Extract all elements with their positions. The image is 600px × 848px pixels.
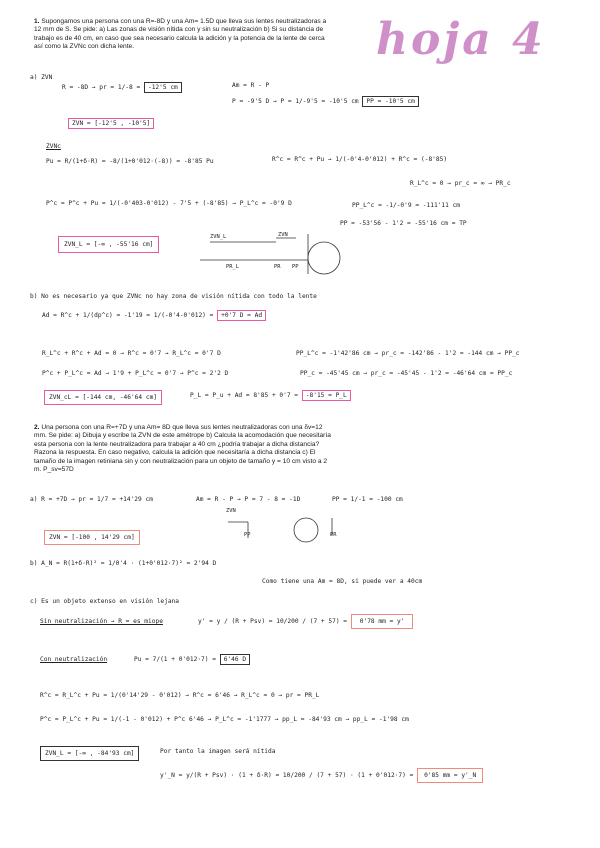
eye-circle	[308, 242, 340, 274]
equation-text: Pu = 7/(1 + 0'012·7) =	[134, 656, 216, 663]
diagram-label: PR	[274, 264, 281, 270]
eye-diagram	[222, 508, 362, 548]
equation: R_L^c = 0 → pr_c = ∞ → PR_c	[410, 180, 511, 187]
problem-2-statement	[34, 424, 332, 474]
diagram-label: PP	[292, 264, 299, 270]
equation-text: R = -8D → pr = 1/-8 =	[62, 84, 141, 91]
result-box: 0'78 mm = y'	[351, 614, 414, 629]
equation: PP_c = -45'45 cm → pr_c = -45'45 - 1'2 = -46'64 cm = PP_c	[300, 370, 513, 377]
equation: PP = -53'56 - 1'2 = -55'16 cm = TP	[340, 220, 467, 227]
equation: PP = 1/-1 = -100 cm	[332, 496, 403, 503]
note: Por tanto la imagen será nítida	[160, 748, 276, 755]
zvn-result-box: ZVN_L = [-∞ , -84'93 cm]	[40, 746, 139, 761]
equation: P^c + P_L^c = Ad → 1'9 + P_L^c = 0'7 → P^c = 2'2 D	[42, 370, 229, 377]
eye-diagram	[196, 224, 346, 280]
equation: R^c = R^c + Pu → 1/(-0'4-0'012) + R^c = (-8'85)	[272, 156, 448, 163]
result-box: -12'5 cm	[144, 82, 182, 93]
section-label: Con neutralización	[40, 656, 108, 663]
part-header: c) Es un objeto extenso en visión lejana	[30, 598, 180, 605]
note: Como tiene una Am = 8D, si puede ver a 40cm	[262, 578, 423, 585]
result-box: +0'7 D = Ad	[217, 310, 266, 321]
equation	[42, 312, 266, 319]
zvn-result-box: ZVN_L = [-∞ , -55'16 cm]	[58, 236, 159, 253]
equation	[134, 656, 250, 663]
equation	[62, 84, 182, 91]
result-box: PP = -10'5 cm	[362, 96, 418, 107]
section-label: ZVNc	[46, 143, 61, 150]
equation	[160, 772, 483, 779]
equation-text: Ad = R^c + 1/(dp^c) = -1'19 = 1/(-0'4-0'012) =	[42, 312, 214, 319]
equation-text: y' = y / (R + Psv) = 10/200 / (7 + 57) =	[198, 618, 348, 625]
equation: P^c = P^c + Pu = 1/(-0'403-0'012) - 7'5 + (-8'85) → P_L^c = -0'9 D	[46, 200, 292, 207]
equation: Pu = R/(1+δ·R) = -8/(1+0'012·(-8)) = -8'85 Pu	[46, 158, 214, 165]
part-header: b) No es necesario ya que ZVNc no hay zona de visión nítida con todo la lente	[30, 293, 317, 300]
problem-number: 1.	[34, 18, 40, 25]
equation-text: P = -9'5 D → P = 1/-9'5 = -10'5 cm	[232, 98, 359, 105]
diagram-label: ZVN_L	[210, 234, 227, 240]
result-box: 0'85 mm = y'_N	[417, 768, 483, 783]
part-label: a) ZVN	[30, 74, 53, 81]
equation	[232, 98, 419, 105]
equation: PP_L^c = -1'42'86 cm → pr_c = -142'86 - 1'2 = -144 cm → PP_c	[296, 350, 520, 357]
equation: PP_L^c = -1/-0'9 = -111'11 cm	[352, 202, 461, 209]
result-box: 6'46 D	[220, 654, 250, 665]
diagram-label: PR_L	[226, 264, 239, 270]
diagram-label: ZVN	[278, 232, 288, 238]
problem-text: Una persona con una R=+7D y una Am= 8D que lleva sus lentes neutralizadoras con una δv=12 mm. Se pide: a) Dibuja y escribe la ZVN de este amétrope b) Calcula la acomodación que necesitaría esta persona con la lente neutralizadora para trabajar a 40 cm ¿podría trabajar a dicha distancia? Razona la respuesta. En caso negativo, calcula la adición que necesitaría a dicha distancia c) El tamaño de la imagen retiniana sin y con neutralización para un objeto de tamaño y = 10 cm visto a 2 m. P_sv=57D	[34, 424, 331, 474]
zvn-result-box: ZVN = [-100 , 14'29 cm]	[44, 530, 140, 545]
result-box: -8'15 = P_L	[302, 390, 351, 401]
equation: P^c = P_L^c + Pu = 1/(-1 - 0'012) + P^c 6'46 → P_L^c = -1'1777 → pp_L = -84'93 cm → pp_L = -1'98 cm	[40, 716, 409, 723]
equation: b) A_N = R(1+δ·R)² = 1/0'4 · (1+0'012·7)² = 2'94 D	[30, 560, 217, 567]
equation: Am = R - P	[232, 82, 270, 89]
problem-number: 2.	[34, 424, 40, 431]
page-title: hoja 4	[376, 14, 546, 65]
diagram-label: ZVN	[226, 508, 236, 514]
eye-circle	[294, 518, 318, 542]
zvn-result-box: ZVN = [-12'5 , -10'5]	[68, 118, 154, 129]
equation: Am = R - P → P = 7 - 8 = -1D	[196, 496, 301, 503]
diagram-label: PR	[330, 532, 337, 538]
equation-text: y'_N = y/(R + Psv) · (1 + δ·R) = 10/200 / (7 + 57) · (1 + 0'012·7) =	[160, 772, 414, 779]
zvn-result-box: ZVN_cL = [-144 cm, -46'64 cm]	[44, 390, 162, 405]
problem-1-statement	[34, 18, 334, 52]
section-label: Sin neutralización → R = es miope	[40, 618, 163, 625]
equation: a) R = +7D → pr = 1/7 = +14'29 cm	[30, 496, 153, 503]
equation-text: P_L = P_u + Ad = 8'85 + 0'7 =	[190, 392, 299, 399]
equation	[190, 392, 351, 399]
equation: R_L^c + R^c + Ad = 0 → R^c = 0'7 → R_L^c = 0'7 D	[42, 350, 221, 357]
equation: R^c = R_L^c + Pu = 1/(0'14'29 - 0'012) → R^c = 6'46 → R_L^c = 0 → pr = PR_L	[40, 692, 320, 699]
equation	[198, 618, 413, 625]
diagram-label: PP	[244, 532, 251, 538]
problem-text: Supongamos una persona con una R=-8D y una Am= 1.5D que lleva sus lentes neutralizadoras a 12 mm de S. Se pide: a) Las zonas de visión nítida con y sin su neutralización b) Si su distancia de trabajo es de 40 cm, en caso que sea necesario calcula la adición y la potencia de la lente de cerca así como la ZVNc con dicha lente.	[34, 18, 327, 51]
